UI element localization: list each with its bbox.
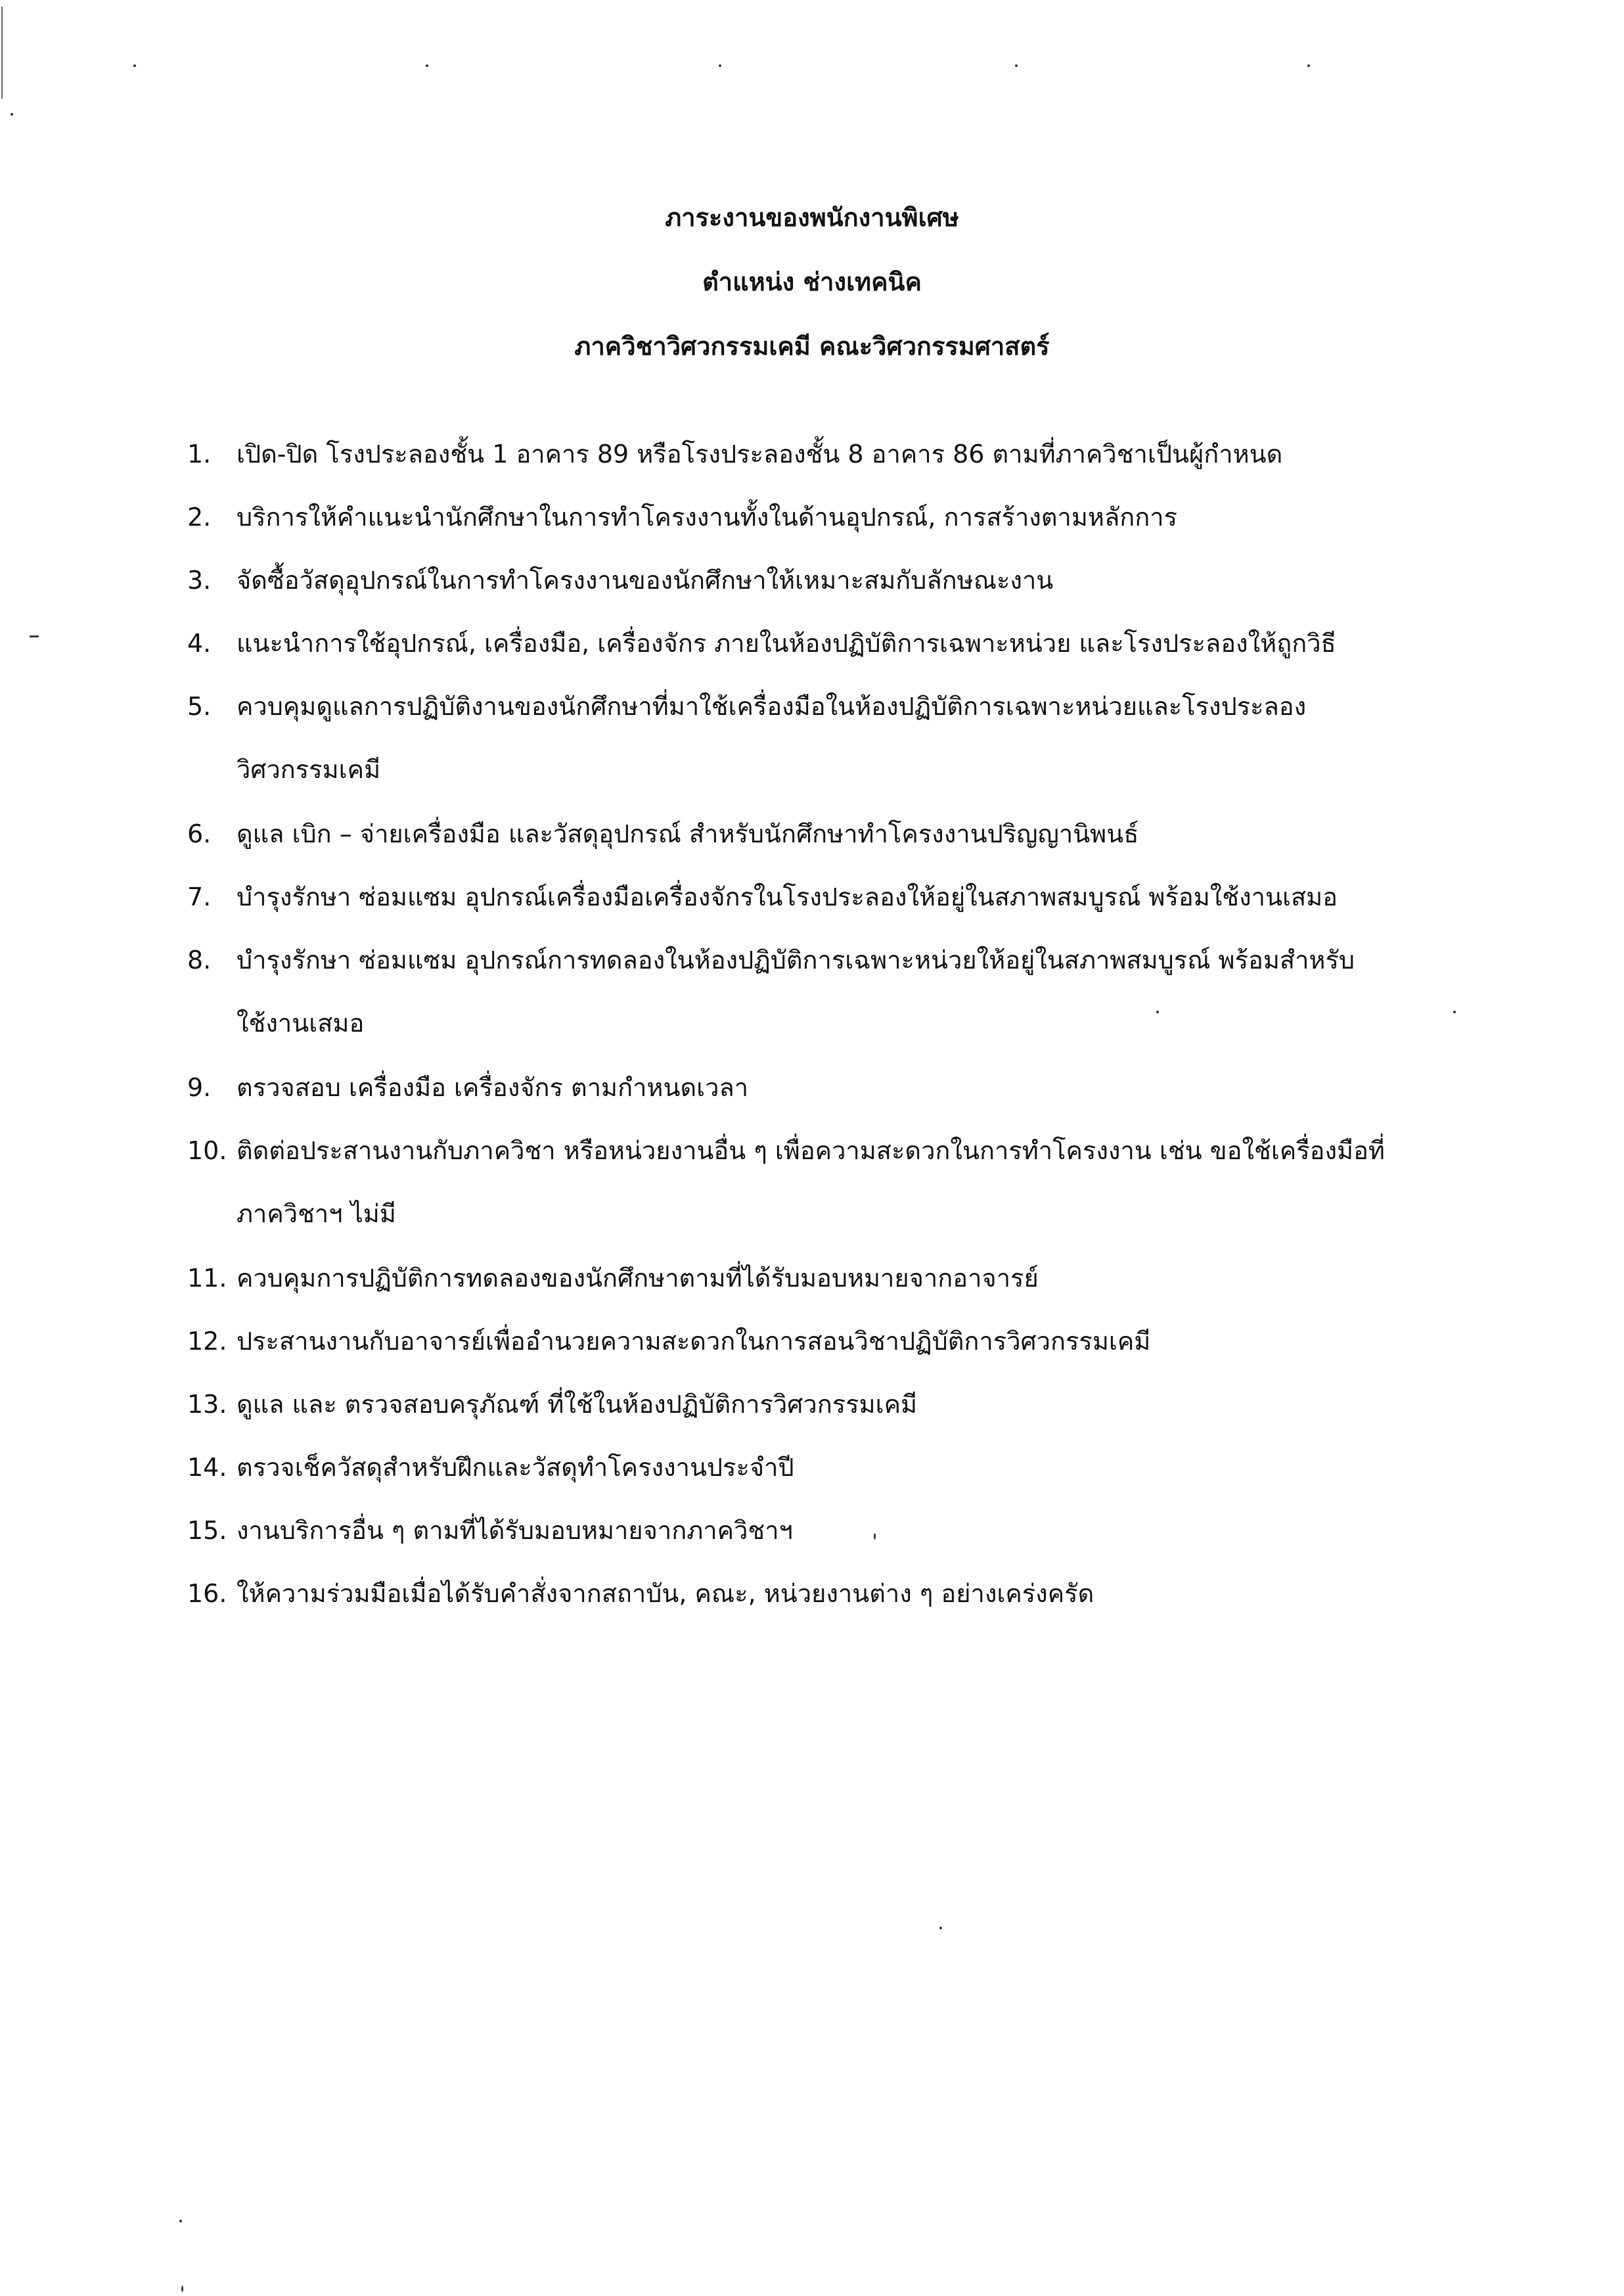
duty-text: บำรุงรักษา ซ่อมแซม อุปกรณ์การทดลองในห้องปฏิบัติการเฉพาะหน่วยให้อยู่ในสภาพสมบูรณ์ พร้อมสำหรับ [237,946,1355,975]
duty-item [187,1450,1501,1484]
duty-item [187,1576,1501,1611]
scan-speck [1307,64,1310,67]
scan-speck [426,64,428,67]
duty-number: 10. [187,1136,227,1165]
duty-item [187,1387,1501,1421]
duty-number: 9. [187,1073,212,1102]
scan-speck [719,64,721,67]
scan-speck [939,1927,942,1929]
duty-list [187,437,1501,1640]
duty-item [187,437,1501,471]
duty-item [187,1513,1501,1548]
duty-text: ตรวจเช็ควัสดุสำหรับฝึกและวัสดุทำโครงงานประจำปี [237,1453,794,1482]
duty-number: 12. [187,1327,227,1356]
duty-number: 4. [187,629,212,658]
duty-number: 11. [187,1264,227,1293]
duty-item [187,1261,1501,1295]
duty-item [187,817,1501,851]
duty-text: ตรวจสอบ เครื่องมือ เครื่องจักร ตามกำหนดเวลา [237,1073,749,1102]
scan-speck [133,64,136,67]
duty-item [187,880,1501,914]
duty-text: ดูแล และ ตรวจสอบครุภัณฑ์ ที่ใช้ในห้องปฏิบัติการวิศวกรรมเคมี [237,1390,918,1419]
duty-item [187,563,1501,597]
duty-text: ดูแล เบิก – จ่ายเครื่องมือ และวัสดุอุปกรณ์ สำหรับนักศึกษาทำโครงงานปริญญานิพนธ์ [237,819,1139,848]
duty-text: งานบริการอื่น ๆ ตามที่ได้รับมอบหมายจากภาควิชาฯ [237,1516,793,1545]
duty-text-continuation: วิศวกรรมเคมี [237,755,381,784]
position-title: ตำแหน่ง ช่างเทคนิค [702,267,922,296]
duty-text: บำรุงรักษา ซ่อมแซม อุปกรณ์เครื่องมือเครื่องจักรในโรงประลองให้อยู่ในสภาพสมบูรณ์ พร้อมใช้งานเสมอ [237,883,1338,911]
duty-item [187,1324,1501,1358]
scan-speck [30,635,39,637]
duty-number: 8. [187,946,212,975]
duty-number: 15. [187,1516,227,1545]
duty-item [187,1070,1501,1105]
duty-text: บริการให้คำแนะนำนักศึกษาในการทำโครงงานทั้งในด้านอุปกรณ์, การสร้างตามหลักการ [237,503,1177,532]
department-title: ภาควิชาวิศวกรรมเคมี คณะวิศวกรรมศาสตร์ [574,332,1050,361]
duty-text: ติดต่อประสานงานกับภาควิชา หรือหน่วยงานอื่น ๆ เพื่อความสะดวกในการทำโครงงาน เช่น ขอใช้เครื่องมือที่ [237,1136,1385,1165]
duty-item [187,943,1501,1040]
document-header [0,200,1624,394]
scan-speck [179,2220,182,2222]
duty-item [187,626,1501,660]
duty-text: ประสานงานกับอาจารย์เพื่ออำนวยความสะดวกในการสอนวิชาปฏิบัติการวิศวกรรมเคมี [237,1327,1151,1356]
duty-number: 5. [187,692,212,721]
duty-text-continuation: ใช้งานเสมอ [237,1009,365,1038]
scan-speck [11,113,13,116]
duty-text: ให้ความร่วมมือเมื่อได้รับคำสั่งจากสถาบัน, คณะ, หน่วยงานต่าง ๆ อย่างเคร่งครัด [237,1579,1094,1608]
scan-speck [181,2285,183,2292]
duty-number: 1. [187,440,212,469]
duty-text: ควบคุมดูแลการปฏิบัติงานของนักศึกษาที่มาใช้เครื่องมือในห้องปฏิบัติการเฉพาะหน่วยและโรงประลอง [237,692,1307,721]
duty-text: จัดซื้อวัสดุอุปกรณ์ในการทำโครงงานของนักศึกษาให้เหมาะสมกับลักษณะงาน [237,566,1054,595]
duty-number: 6. [187,819,212,848]
duty-item [187,1134,1501,1231]
duty-text-continuation: ภาควิชาฯ ไม่มี [237,1199,396,1228]
duty-number: 7. [187,883,212,911]
duty-text: เปิด-ปิด โรงประลองชั้น 1 อาคาร 89 หรือโรงประลองชั้น 8 อาคาร 86 ตามที่ภาควิชาเป็นผู้กำหนด [237,440,1283,469]
duty-number: 14. [187,1453,227,1482]
scan-edge-mark [1,7,3,99]
duty-number: 3. [187,566,212,595]
duty-text: แนะนำการใช้อุปกรณ์, เครื่องมือ, เครื่องจักร ภายในห้องปฏิบัติการเฉพาะหน่วย และโรงประลองให้ถูกวิธี [237,629,1336,658]
duty-item [187,689,1501,787]
duty-text: ควบคุมการปฏิบัติการทดลองของนักศึกษาตามที่ได้รับมอบหมายจากอาจารย์ [237,1264,1039,1293]
duty-number: 13. [187,1390,227,1419]
duty-number: 2. [187,503,212,532]
duty-item [187,500,1501,534]
document-title: ภาระงานของพนักงานพิเศษ [665,203,959,232]
duty-number: 16. [187,1579,227,1608]
scan-speck [1015,64,1018,67]
